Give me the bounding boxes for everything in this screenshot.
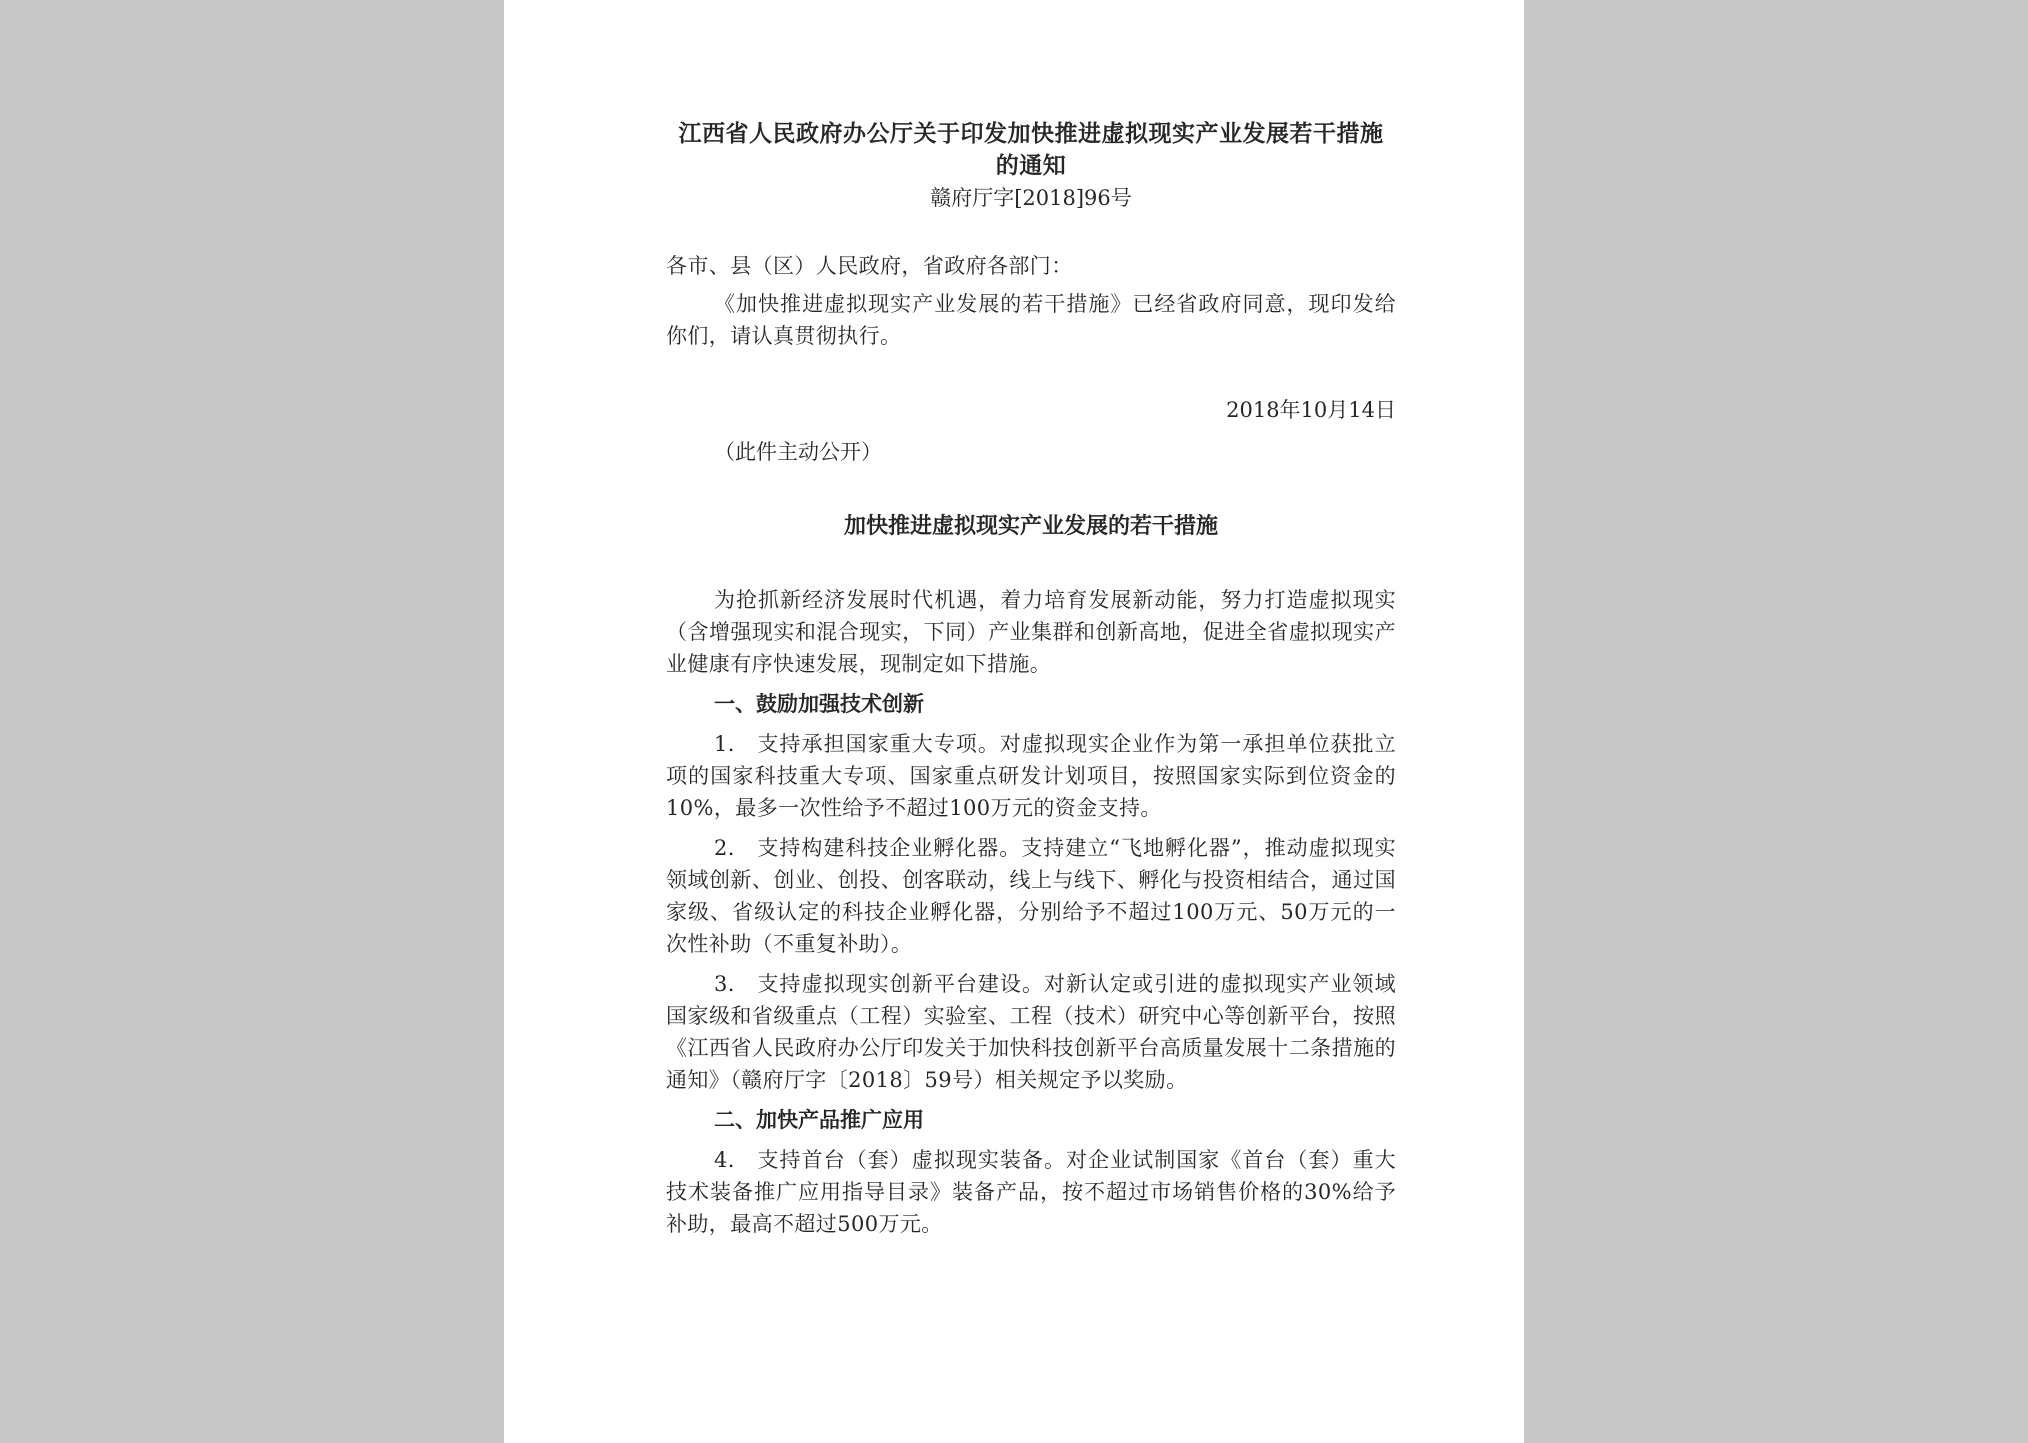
measures-title: 加快推进虚拟现实产业发展的若干措施 xyxy=(843,513,1218,539)
public-note: （此件主动公开） xyxy=(714,440,882,464)
intro-paragraph: 《加快推进虚拟现实产业发展的若干措施》已经省政府同意，现印发给你们，请认真贯彻执行。 xyxy=(666,292,1396,348)
measure-item-1: 1. 支持承担国家重大专项。对虚拟现实企业作为第一承担单位获批立项的国家科技重大专项、国家重点研发计划项目，按照国家实际到位资金的10%，最多一次性给予不超过100万元的资金支持。 xyxy=(666,732,1396,820)
document-number: 赣府厅字[2018]96号 xyxy=(930,186,1132,210)
measure-item-4: 4. 支持首台（套）虚拟现实装备。对企业试制国家《首台（套）重大技术装备推广应用指导目录》装备产品，按不超过市场销售价格的30%给予补助，最高不超过500万元。 xyxy=(666,1148,1396,1236)
section-heading-1: 一、鼓励加强技术创新 xyxy=(714,691,924,716)
salutation: 各市、县（区）人民政府，省政府各部门： xyxy=(666,254,1073,278)
document-title: 江西省人民政府办公厅关于印发加快推进虚拟现实产业发展若干措施的通知 xyxy=(678,120,1384,179)
measure-item-2: 2. 支持构建科技企业孵化器。支持建立“飞地孵化器”，推动虚拟现实领域创新、创业、创投、创客联动，线上与线下、孵化与投资相结合，通过国家级、省级认定的科技企业孵化器，分别给予不超过100万元、50万元的一次性补助（不重复补助）。 xyxy=(666,836,1396,956)
measure-item-3: 3. 支持虚拟现实创新平台建设。对新认定或引进的虚拟现实产业领域国家级和省级重点（工程）实验室、工程（技术）研究中心等创新平台，按照《江西省人民政府办公厅印发关于加快科技创新平台高质量发展十二条措施的通知》（赣府厅字〔2018〕59号）相关规定予以奖励。 xyxy=(666,972,1396,1092)
document-page xyxy=(504,0,1524,1443)
section-heading-2: 二、加快产品推广应用 xyxy=(714,1107,924,1132)
page-content xyxy=(666,118,1396,1240)
issue-date: 2018年10月14日 xyxy=(1226,398,1396,422)
preface-paragraph: 为抢抓新经济发展时代机遇，着力培育发展新动能，努力打造虚拟现实（含增强现实和混合现实，下同）产业集群和创新高地，促进全省虚拟现实产业健康有序快速发展，现制定如下措施。 xyxy=(666,588,1396,676)
